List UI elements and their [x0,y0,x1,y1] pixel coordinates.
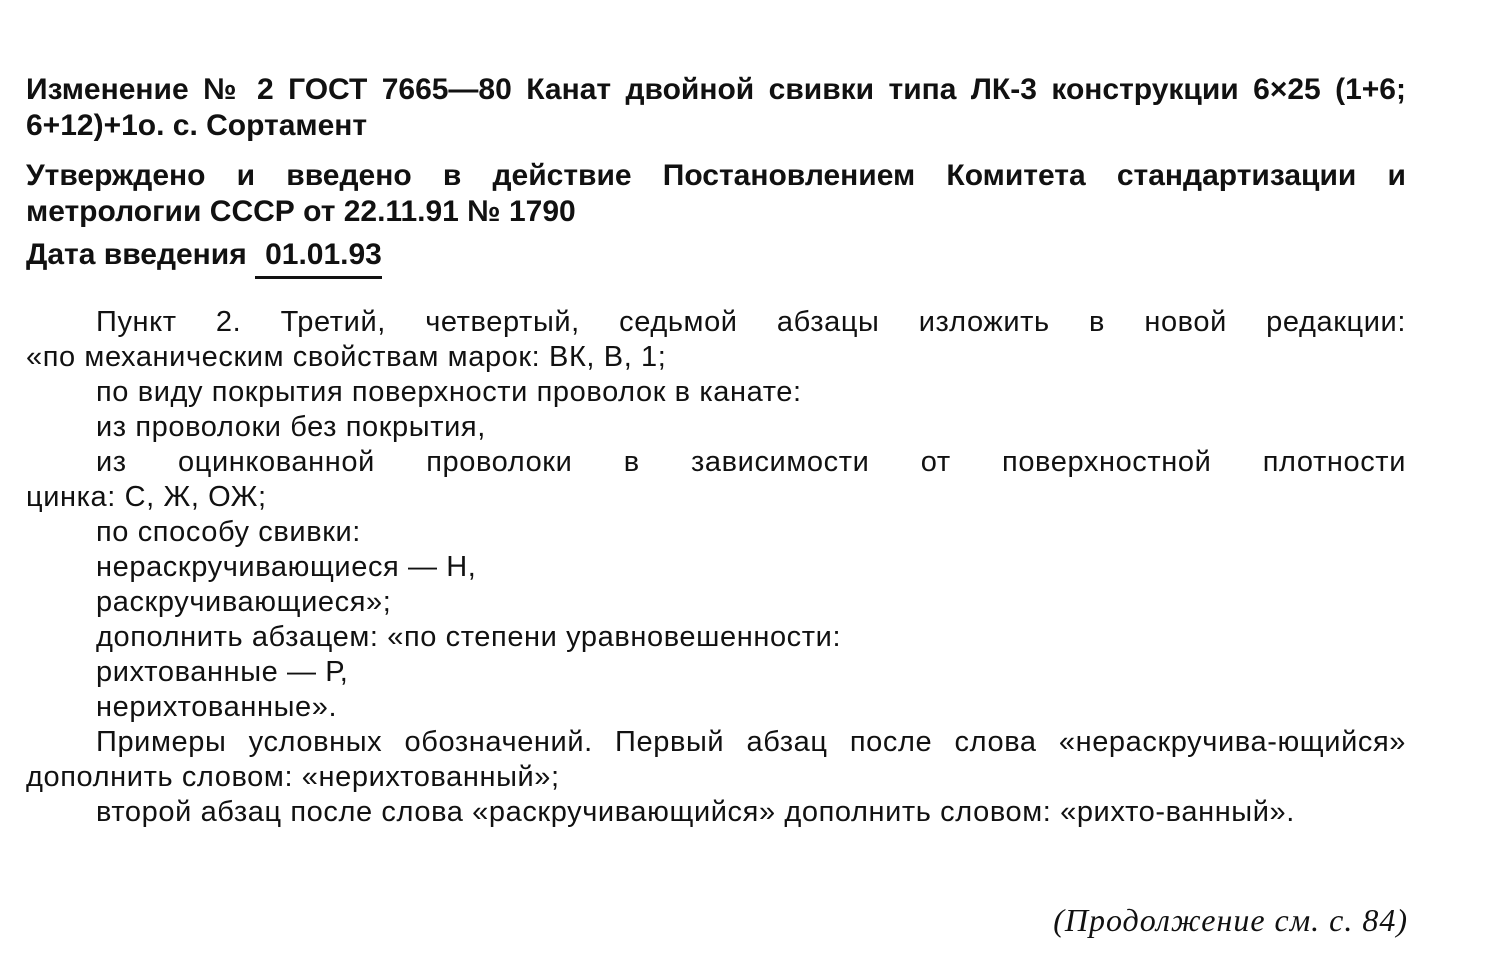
paragraph: Пункт 2. Третий, четвертый, седьмой абзацы изложить в новой редакции: [96,306,1406,338]
approval-note: Утверждено и введено в действие Постановлением Комитета стандартизации и метрологии СССР от 22.11.91 № 1790 [26,159,1406,228]
paragraph: по способу свивки: [96,516,361,548]
paragraph: Примеры условных обозначений. Первый абзац после слова «нераскручива-ющийся» дополнить словом: «нерихтованный»; [26,726,1406,793]
paragraph: нераскручивающиеся — Н, [96,551,477,583]
paragraph: нерихтованные». [96,691,338,723]
document-title: Изменение № 2 ГОСТ 7665—80 Канат двойной свивки типа ЛК-3 конструкции 6×25 (1+6; 6+12)+1о. с. Сортамент [26,73,1406,142]
document-body [26,305,1406,830]
intro-date-value: 01.01.93 [255,236,382,279]
paragraph: из оцинкованной проволоки в зависимости от поверхностной плотности [96,446,1406,478]
intro-date [26,236,1406,279]
continuation-note: (Продолжение см. с. 84) [1053,902,1408,938]
paragraph: по виду покрытия поверхности проволок в канате: [96,376,802,408]
paragraph: дополнить абзацем: «по степени уравновешенности: [96,621,842,653]
paragraph: из проволоки без покрытия, [96,411,486,443]
document-page [26,72,1406,830]
intro-date-label: Дата введения [26,238,247,271]
paragraph: «по механическим свойствам марок: ВК, В, 1; [26,341,667,373]
paragraph: цинка: С, Ж, ОЖ; [26,481,267,513]
paragraph: второй абзац после слова «раскручивающийся» дополнить словом: «рихто-ванный». [96,796,1295,828]
paragraph: раскручивающиеся»; [96,586,392,618]
paragraph: рихтованные — Р, [96,656,349,688]
